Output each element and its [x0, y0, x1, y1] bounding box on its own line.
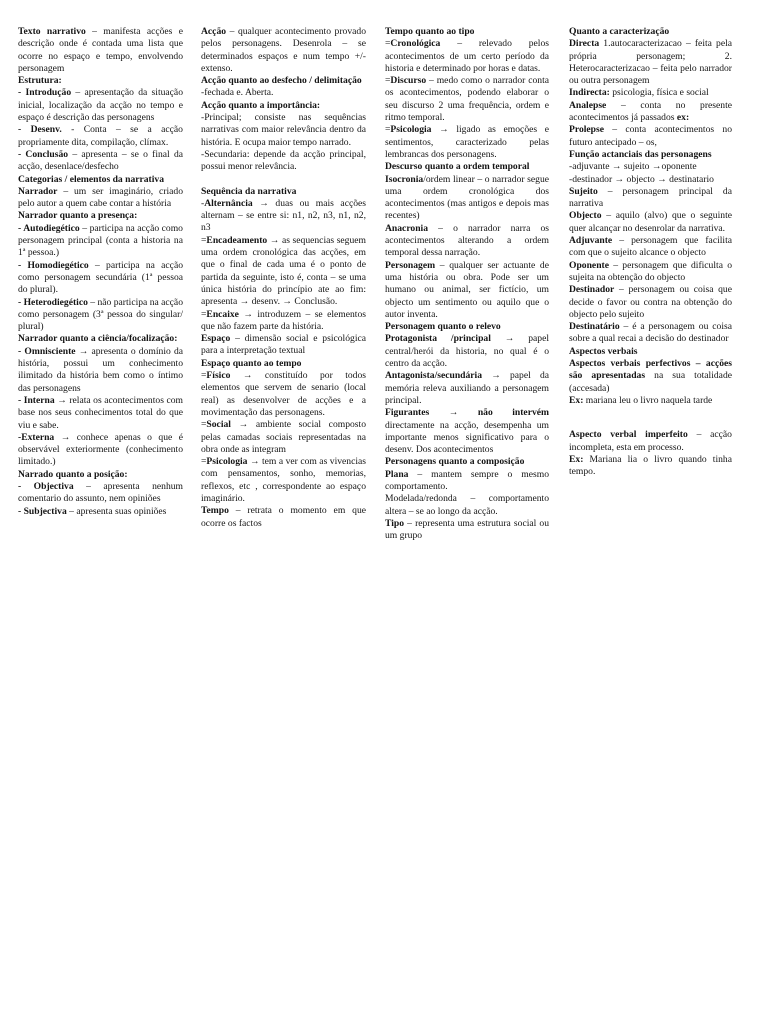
- bold-text: - Conclusão: [18, 148, 69, 160]
- paragraph: [385, 26, 549, 38]
- text-run: – personagem principal da narrativa: [569, 185, 732, 210]
- text-run: 1.autocaracterizacao – feita pela própria personagem; 2. Heterocaracterizacao – feita pelo narrador ou outra personagem: [569, 38, 732, 87]
- paragraph: [569, 26, 732, 38]
- bold-text: Narrado quanto a posição:: [18, 468, 128, 480]
- paragraph: [385, 407, 549, 456]
- text-run: – não participa na acção como personagem (3ª pessoa do singular/ plural): [18, 296, 183, 333]
- bold-text: - Heterodiegético: [18, 296, 88, 308]
- bold-text: Estrutura:: [18, 75, 62, 87]
- paragraph: [201, 87, 366, 99]
- bold-text: Narrador: [18, 185, 58, 197]
- text-run: -destinador → objecto → destinatario: [569, 173, 714, 185]
- text-run: =: [385, 38, 391, 50]
- paragraph: [18, 506, 183, 518]
- bold-text: Psicologia: [390, 124, 432, 136]
- text-run: =: [385, 75, 391, 87]
- bold-text: - Subjectiva: [18, 505, 67, 517]
- text-run: =: [201, 234, 207, 246]
- text-run: -Secundaria: depende da acção principal, possui menor relevância.: [201, 148, 366, 173]
- bold-text: Protagonista /principal: [385, 333, 491, 345]
- paragraph: [569, 210, 732, 235]
- paragraph: [385, 124, 549, 161]
- text-run: -: [201, 197, 205, 209]
- paragraph: [18, 333, 183, 345]
- bold-text: Aspectos verbais perfectivos – acções são apresentadas: [569, 358, 732, 382]
- paragraph: [569, 124, 732, 149]
- bold-text: Descurso quanto a ordem temporal: [385, 161, 530, 173]
- text-run: – apresenta nenhum comentario do assunto, nem opiniões: [18, 480, 183, 505]
- bold-text: Cronológica: [390, 38, 441, 50]
- text-run: – apresentação da situação inicial, localização da acção no tempo e espaço é descrição das personagens: [18, 87, 183, 124]
- paragraph: [201, 149, 366, 174]
- text-run: – participa na acção como personagem principal (conta a historia na 1ª pessoa.): [18, 222, 183, 259]
- bold-text: - Autodiegético: [18, 222, 80, 234]
- text-run: → ligado as emoções e sentimentos, caracterizado pelas lembrancas dos personagens.: [385, 124, 549, 160]
- text-run: → tem a ver com as vivencias com pensamentos, sonho, memorias, reflexos, etc , correspondente ao espaço imaginário.: [201, 456, 366, 504]
- bold-text: - Introdução: [18, 87, 72, 99]
- paragraph: [201, 505, 366, 530]
- paragraph: [201, 75, 366, 87]
- paragraph: [18, 346, 183, 395]
- bold-text: Alternância: [204, 197, 253, 209]
- text-run: – é a personagem ou coisa sobre a qual recai a decisão do destinador: [569, 321, 732, 345]
- text-run: → papel central/herói da historia, no qual é o centro da acção.: [385, 333, 549, 370]
- paragraph: [385, 493, 549, 518]
- text-run: – relevado pelos acontecimentos de um certo período da historia e determinado por horas e datas.: [385, 38, 549, 74]
- bold-text: Aspectos verbais: [569, 345, 638, 357]
- text-run: Mariana lia o livro quando tinha tempo.: [569, 453, 732, 478]
- text-run: – o narrador narra os acontecimentos alterando a ordem temporal dessa narração.: [385, 222, 549, 259]
- bold-text: Acção quanto ao desfecho / delimitação: [201, 75, 362, 87]
- text-run: → papel da memória releva auxiliando a personagem principal.: [385, 370, 549, 406]
- bold-text: Aspecto verbal imperfeito: [569, 429, 688, 441]
- bold-text: Tipo: [385, 517, 405, 529]
- bold-text: Espaço quanto ao tempo: [201, 357, 302, 369]
- bold-text: Texto narrativo: [18, 26, 86, 37]
- bold-text: Directa: [569, 38, 600, 50]
- text-run: → constituído por todos elementos que servem de senario (local real) as desenvolver de acções e a movimentação das personagens.: [201, 370, 366, 418]
- text-run: – personagem que dificulta o sujeita na obtenção do objecto: [569, 259, 732, 283]
- paragraph: [569, 87, 732, 99]
- bold-text: Figurantes → não intervém: [385, 407, 549, 419]
- paragraph: [201, 112, 366, 149]
- bold-text: Indirecta:: [569, 87, 610, 99]
- text-run: mariana leu o livro naquela tarde: [583, 394, 713, 406]
- text-run: → introduzem – se elementos que não fazem parte da história.: [201, 308, 366, 332]
- paragraph: [569, 454, 732, 479]
- bold-text: Psicologia: [206, 456, 248, 468]
- bold-text: Anacronia: [385, 222, 428, 234]
- paragraph: [569, 235, 732, 260]
- text-run: – medo como o narrador conta os acontecimentos, podendo elaborar o seu discurso 2 uma frequência, ordem e ritmo temporal.: [385, 75, 549, 124]
- paragraph: [569, 358, 732, 395]
- bold-text: Espaço: [201, 333, 231, 345]
- paragraph: [201, 26, 366, 75]
- bold-text: ex:: [676, 112, 690, 124]
- paragraph: [18, 186, 183, 211]
- paragraph: [569, 100, 732, 125]
- text-run: -Principal; consiste nas sequências narrativas com maior relevância dentro da história. E ocupa maior tempo narrado.: [201, 112, 366, 148]
- paragraph: [18, 26, 183, 75]
- paragraph: [18, 432, 183, 469]
- bold-text: Objecto: [569, 210, 602, 222]
- paragraph: [18, 87, 183, 124]
- text-run: - Conta – se a acção propriamente dita, compilação, clímax.: [18, 124, 183, 148]
- text-run: → apresenta o domínio da história, possui um conhecimento ilimitado da história bem como o íntimo das personagens: [18, 345, 183, 394]
- text-run: directamente na acção, desempenha um importante menos significativo para o desenv. Dos acontecimentos: [385, 419, 549, 456]
- text-run: /ordem linear – o narrador segue uma ordem cronológica dos acontecimentos (mas antigos e depois mas recentes): [385, 173, 549, 222]
- bold-text: -Externa: [18, 431, 55, 443]
- bold-text: Personagem: [385, 259, 436, 271]
- paragraph: [385, 333, 549, 370]
- bold-text: Discurso: [390, 75, 427, 87]
- paragraph: [385, 518, 549, 543]
- text-run: – conta no presente acontecimentos já passados: [569, 99, 732, 124]
- bold-text: Personagem quanto o relevo: [385, 321, 501, 333]
- bold-text: Plana: [385, 468, 409, 480]
- paragraph: [201, 235, 366, 309]
- paragraph: [569, 149, 732, 161]
- paragraph: [201, 333, 366, 358]
- paragraph: [385, 223, 549, 260]
- paragraph: [18, 395, 183, 432]
- text-run: – um ser imaginário, criado pelo autor a quem cabe contar a história: [18, 185, 183, 210]
- bold-text: Prolepse: [569, 124, 604, 136]
- paragraph: [385, 370, 549, 407]
- text-run: – personagem ou coisa que decide o favor ou contra na obtenção do objecto pelo sujeito: [569, 284, 732, 320]
- text-run: → conhece apenas o que é observável exteriormente (conhecimento limitado.): [18, 431, 183, 468]
- text-run: =: [385, 124, 391, 136]
- text-run: =: [201, 370, 207, 382]
- paragraph: [569, 260, 732, 285]
- bold-text: Antagonista/secundária: [385, 370, 483, 382]
- paragraph: [385, 456, 549, 468]
- text-run: -fechada e. Aberta.: [201, 87, 274, 99]
- paragraph: [569, 429, 732, 454]
- text-run: – dimensão social e psicológica para a interpretação textual: [201, 333, 366, 357]
- text-run: na sua totalidade (accesada): [569, 370, 732, 394]
- text-run: – representa uma estrutura social ou um grupo: [385, 517, 549, 542]
- bold-text: Social: [206, 419, 231, 431]
- paragraph: [201, 186, 366, 198]
- text-run: -adjuvante → sujeito →oponente: [569, 161, 697, 173]
- text-run: =: [201, 308, 207, 320]
- bold-text: Narrador quanto a ciência/focalização:: [18, 333, 178, 345]
- paragraph: [18, 481, 183, 506]
- paragraph: [385, 161, 549, 173]
- bold-text: Ex:: [569, 453, 584, 465]
- bold-text: Destinatário: [569, 321, 620, 333]
- bold-text: Isocronia: [385, 173, 424, 185]
- paragraph: [18, 297, 183, 334]
- text-run: – mantem sempre o mesmo comportamento.: [385, 468, 549, 492]
- text-run: psicologia, física e social: [609, 87, 709, 99]
- bold-text: Categorias / elementos da narrativa: [18, 173, 165, 185]
- text-run: → ambiente social composto pelas camadas sociais representadas na obra onde as integram: [201, 419, 366, 455]
- paragraph: [569, 321, 732, 346]
- column-1: [18, 26, 183, 518]
- paragraph: [569, 38, 732, 87]
- column-2: [201, 26, 366, 530]
- bold-text: Físico: [206, 370, 231, 382]
- bold-text: Encaixe: [206, 308, 239, 320]
- paragraph: [18, 149, 183, 174]
- column-4: [569, 26, 732, 478]
- paragraph: [201, 198, 366, 235]
- paragraph: [569, 346, 732, 358]
- paragraph: [385, 260, 549, 321]
- bold-text: - Desenv.: [18, 124, 62, 136]
- bold-text: Função actanciais das personagens: [569, 148, 712, 160]
- bold-text: - Objectiva: [18, 480, 74, 492]
- text-run: → duas ou mais acções alternam – se entre si: n1, n2, n3, n1, n2, n3: [201, 197, 366, 234]
- bold-text: Oponente: [569, 259, 609, 271]
- paragraph: [18, 223, 183, 260]
- text-run: – acção incompleta, esta em processo.: [569, 429, 732, 453]
- text-run: – participa na acção como personagem secundária (1ª pessoa do plural).: [18, 259, 183, 296]
- paragraph: [201, 358, 366, 370]
- paragraph: [18, 210, 183, 222]
- paragraph: [385, 174, 549, 223]
- paragraph: [18, 75, 183, 87]
- bold-text: Acção: [201, 26, 227, 37]
- bold-text: Quanto a caracterização: [569, 26, 670, 37]
- paragraph: [569, 161, 732, 173]
- text-run: Modelada/redonda – comportamento altera – se ao longo da acção.: [385, 493, 549, 517]
- text-run: =: [201, 419, 207, 431]
- bold-text: Acção quanto a importância:: [201, 99, 321, 111]
- text-run: – conta acontecimentos no futuro antecipado – os,: [569, 124, 732, 148]
- bold-text: Personagens quanto a composição: [385, 456, 525, 468]
- bold-text: Narrador quanto a presença:: [18, 210, 138, 222]
- bold-text: Analepse: [569, 99, 607, 111]
- bold-text: Destinador: [569, 284, 615, 296]
- text-run: – apresenta suas opiniões: [66, 505, 167, 517]
- paragraph: [385, 38, 549, 75]
- bold-text: Sequência da narrativa: [201, 185, 297, 197]
- paragraph: [201, 309, 366, 334]
- paragraph: [201, 456, 366, 505]
- bold-text: Adjuvante: [569, 235, 613, 247]
- bold-text: Sujeito: [569, 185, 598, 197]
- bold-text: Tempo: [201, 505, 229, 517]
- text-run: – manifesta acções e descrição onde é contada uma lista que ocorre no espaço e tempo, envolvendo personagem: [18, 26, 183, 74]
- bold-text: Ex:: [569, 394, 584, 406]
- text-run: → relata os acontecimentos com base nos seus conhecimentos total do que viu e sabe.: [18, 394, 183, 431]
- paragraph: [385, 75, 549, 124]
- paragraph: [385, 321, 549, 333]
- paragraph: [201, 419, 366, 456]
- paragraph: [201, 100, 366, 112]
- text-run: – personagem que facilita com que o sujeito alcance o objecto: [569, 235, 732, 259]
- bold-text: - Homodiegético: [18, 259, 89, 271]
- paragraph: [18, 469, 183, 481]
- paragraph: [569, 395, 732, 407]
- paragraph: [18, 260, 183, 297]
- bold-text: Encadeamento: [206, 234, 268, 246]
- text-run: → as sequencias seguem uma ordem cronológica das acções, em que o final de cada uma é o ponto de partida da seguinte, isto é, conta – se uma única história do princípio ate ao fim: apresenta → desenv. → Conclusão.: [201, 234, 366, 308]
- paragraph: [385, 469, 549, 494]
- text-run: =: [201, 456, 207, 468]
- paragraph: [569, 174, 732, 186]
- bold-text: Tempo quanto ao tipo: [385, 26, 475, 37]
- text-run: – aquilo (alvo) que o seguinte quer alcançar no desenrolar da narrativa.: [569, 210, 732, 234]
- text-run: – qualquer acontecimento provado pelos personagens. Desenrola – se determinados espaços e num tempo +/- extenso.: [201, 26, 366, 74]
- bold-text: - Interna: [18, 394, 55, 406]
- paragraph: [569, 284, 732, 321]
- paragraph: [569, 186, 732, 211]
- text-run: – retrata o momento em que ocorre os factos: [201, 505, 366, 529]
- paragraph: [18, 124, 183, 149]
- bold-text: - Omnisciente: [18, 345, 76, 357]
- paragraph: [18, 174, 183, 186]
- paragraph: [201, 370, 366, 419]
- column-3: [385, 26, 549, 542]
- text-run: – qualquer ser actuante de uma história ou obra. Pode ser um humano ou animal, ser fictício, um objecto um sentimento ou aquilo que o autor inventa.: [385, 259, 549, 320]
- text-run: – apresenta – se o final da acção, desenlace/desfecho: [18, 148, 183, 173]
